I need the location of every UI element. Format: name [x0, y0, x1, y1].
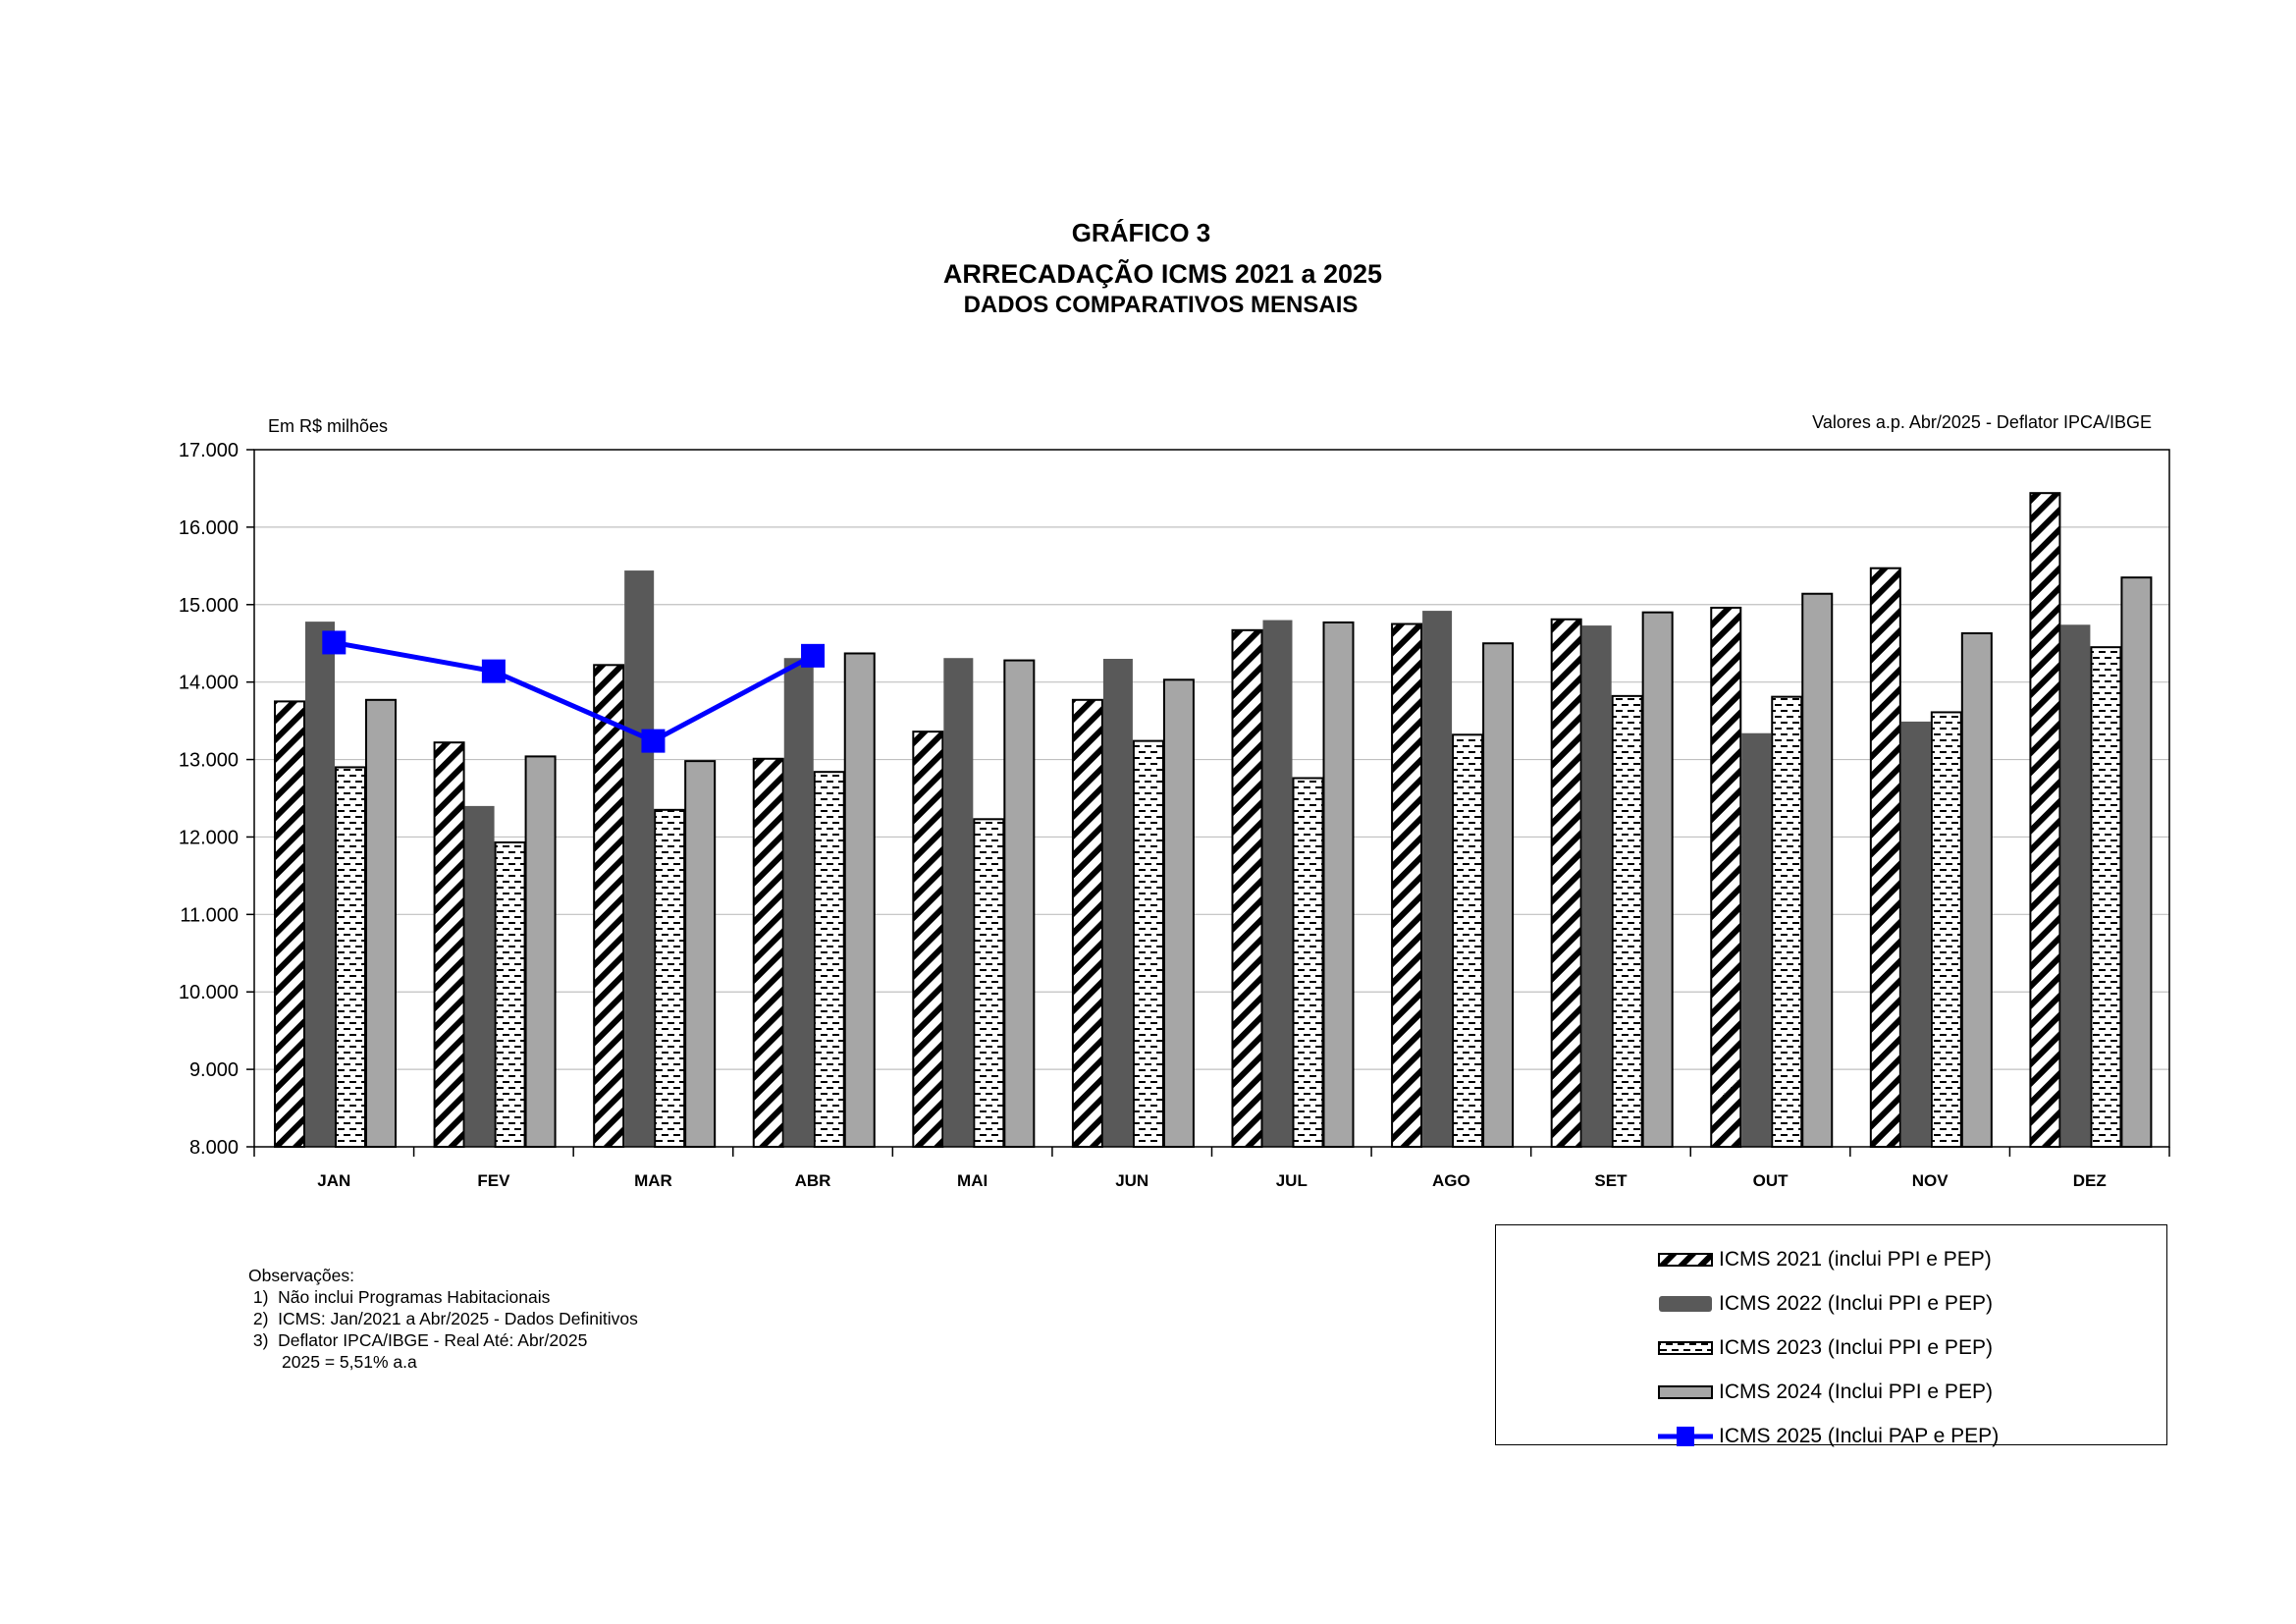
bar-icms-2021 — [594, 665, 623, 1147]
unit-note: Em R$ milhões — [268, 416, 389, 436]
bar-icms-2021 — [1233, 630, 1262, 1147]
y-tick-label: 15.000 — [178, 594, 239, 617]
legend-item — [1658, 1290, 1993, 1318]
bar-icms-2021 — [275, 701, 304, 1147]
observation-line: 2025 = 5,51% a.a — [248, 1352, 417, 1372]
bar-icms-2021 — [913, 731, 942, 1147]
bar-icms-2021 — [435, 742, 464, 1147]
chart-subtitle: ARRECADAÇÃO ICMS 2021 a 2025 — [942, 259, 1383, 289]
y-tick-label: 10.000 — [178, 982, 239, 1004]
bar-icms-2022 — [943, 658, 973, 1147]
observations — [248, 1265, 638, 1373]
bar-icms-2023 — [1932, 712, 1961, 1147]
y-tick-label: 14.000 — [178, 672, 239, 694]
legend-label: ICMS 2021 (inclui PPI e PEP) — [1719, 1248, 1992, 1271]
bar-icms-2022 — [305, 622, 335, 1147]
bar-icms-2023 — [655, 810, 684, 1147]
bar-icms-2024 — [366, 700, 396, 1147]
x-tick-label: ABR — [794, 1171, 831, 1190]
observation-line: 1) Não inclui Programas Habitacionais — [248, 1287, 551, 1307]
bar-icms-2022 — [2060, 624, 2090, 1147]
bar-icms-2023 — [974, 819, 1003, 1147]
bar-icms-2022 — [624, 570, 654, 1147]
legend-label: ICMS 2023 (Inclui PPI e PEP) — [1719, 1336, 1993, 1359]
legend — [1495, 1224, 2167, 1445]
bar-icms-2024 — [2121, 577, 2151, 1147]
legend-item — [1658, 1423, 1999, 1450]
y-tick-label: 8.000 — [188, 1137, 239, 1159]
y-tick-label: 12.000 — [178, 827, 239, 849]
bar-icms-2021 — [1552, 620, 1581, 1147]
observation-line: 3) Deflator IPCA/IBGE - Real Até: Abr/2025 — [248, 1330, 588, 1350]
bar-icms-2022 — [784, 658, 814, 1147]
bar-icms-2021 — [2030, 493, 2059, 1147]
chart-subtitle-secondary: DADOS COMPARATIVOS MENSAIS — [963, 292, 1359, 318]
point-icms-2025 — [641, 730, 665, 753]
bar-icms-2024 — [685, 761, 715, 1147]
bar-icms-2022 — [1422, 611, 1452, 1147]
y-tick-label: 9.000 — [188, 1059, 239, 1082]
legend-item — [1658, 1379, 1993, 1406]
x-tick-label: NOV — [1911, 1171, 1949, 1190]
x-tick-label: FEV — [477, 1171, 510, 1190]
point-icms-2025 — [322, 630, 346, 654]
bar-icms-2023 — [1453, 734, 1482, 1147]
bar-icms-2022 — [1582, 625, 1612, 1147]
legend-swatch-line — [1658, 1423, 1713, 1450]
bar-icms-2023 — [1772, 697, 1801, 1147]
legend-label: ICMS 2025 (Inclui PAP e PEP) — [1719, 1425, 2000, 1447]
y-tick-label: 11.000 — [180, 904, 239, 927]
bar-icms-2024 — [1004, 661, 1034, 1147]
legend-item — [1658, 1334, 1993, 1362]
legend-item — [1658, 1246, 1992, 1273]
legend-label: ICMS 2024 (Inclui PPI e PEP) — [1719, 1380, 1993, 1403]
bar-icms-2022 — [1741, 733, 1771, 1147]
bar-icms-2022 — [465, 806, 495, 1147]
bar-icms-2024 — [1324, 623, 1354, 1147]
observation-line: 2) ICMS: Jan/2021 a Abr/2025 - Dados Definitivos — [248, 1309, 638, 1328]
bar-icms-2024 — [1483, 643, 1513, 1147]
x-tick-label: OUT — [1752, 1171, 1789, 1190]
y-tick-label: 13.000 — [178, 749, 239, 772]
observations-heading: Observações: — [248, 1266, 354, 1285]
line-icms-2025 — [334, 642, 813, 740]
bar-icms-2021 — [754, 759, 783, 1147]
bar-icms-2023 — [336, 767, 365, 1147]
legend-label: ICMS 2022 (Inclui PPI e PEP) — [1719, 1292, 1993, 1315]
point-icms-2025 — [482, 660, 506, 683]
bar-icms-2023 — [1134, 741, 1163, 1147]
bar-icms-2022 — [1901, 722, 1931, 1147]
x-tick-label: MAR — [634, 1171, 672, 1190]
x-tick-label: JUN — [1115, 1171, 1149, 1190]
point-icms-2025 — [801, 644, 825, 668]
bar-icms-2024 — [1802, 594, 1832, 1147]
y-tick-label: 16.000 — [178, 516, 239, 539]
bar-icms-2021 — [1392, 624, 1421, 1148]
x-tick-label: JAN — [317, 1171, 351, 1190]
bar-icms-2021 — [1871, 568, 1900, 1147]
x-tick-label: DEZ — [2072, 1171, 2107, 1190]
chart-title: GRÁFICO 3 — [1071, 218, 1211, 247]
x-tick-label: JUL — [1275, 1171, 1308, 1190]
legend-swatch-dashes — [1658, 1334, 1713, 1362]
bar-icms-2024 — [1164, 679, 1194, 1147]
x-tick-label: MAI — [957, 1171, 988, 1190]
bar-icms-2022 — [1103, 659, 1133, 1147]
y-tick-label: 17.000 — [178, 440, 239, 461]
bar-icms-2024 — [526, 756, 556, 1147]
bar-icms-2024 — [845, 653, 875, 1147]
bar-icms-2021 — [1073, 700, 1102, 1147]
values-note: Valores a.p. Abr/2025 - Deflator IPCA/IBGE — [1812, 412, 2152, 432]
bar-icms-2023 — [815, 772, 844, 1147]
bar-icms-2024 — [1962, 633, 1992, 1147]
bar-icms-2023 — [496, 842, 525, 1147]
bar-icms-2021 — [1711, 608, 1740, 1147]
bar-icms-2023 — [1613, 696, 1642, 1147]
bar-icms-2024 — [1643, 613, 1673, 1147]
bar-icms-2023 — [1294, 778, 1323, 1147]
x-tick-label: AGO — [1432, 1171, 1470, 1190]
bar-icms-2022 — [1263, 621, 1293, 1147]
legend-swatch-hatch — [1658, 1246, 1713, 1273]
legend-swatch-light — [1658, 1379, 1713, 1406]
x-tick-label: SET — [1594, 1171, 1628, 1190]
legend-swatch-dark — [1658, 1290, 1713, 1318]
bar-icms-2023 — [2091, 647, 2120, 1147]
